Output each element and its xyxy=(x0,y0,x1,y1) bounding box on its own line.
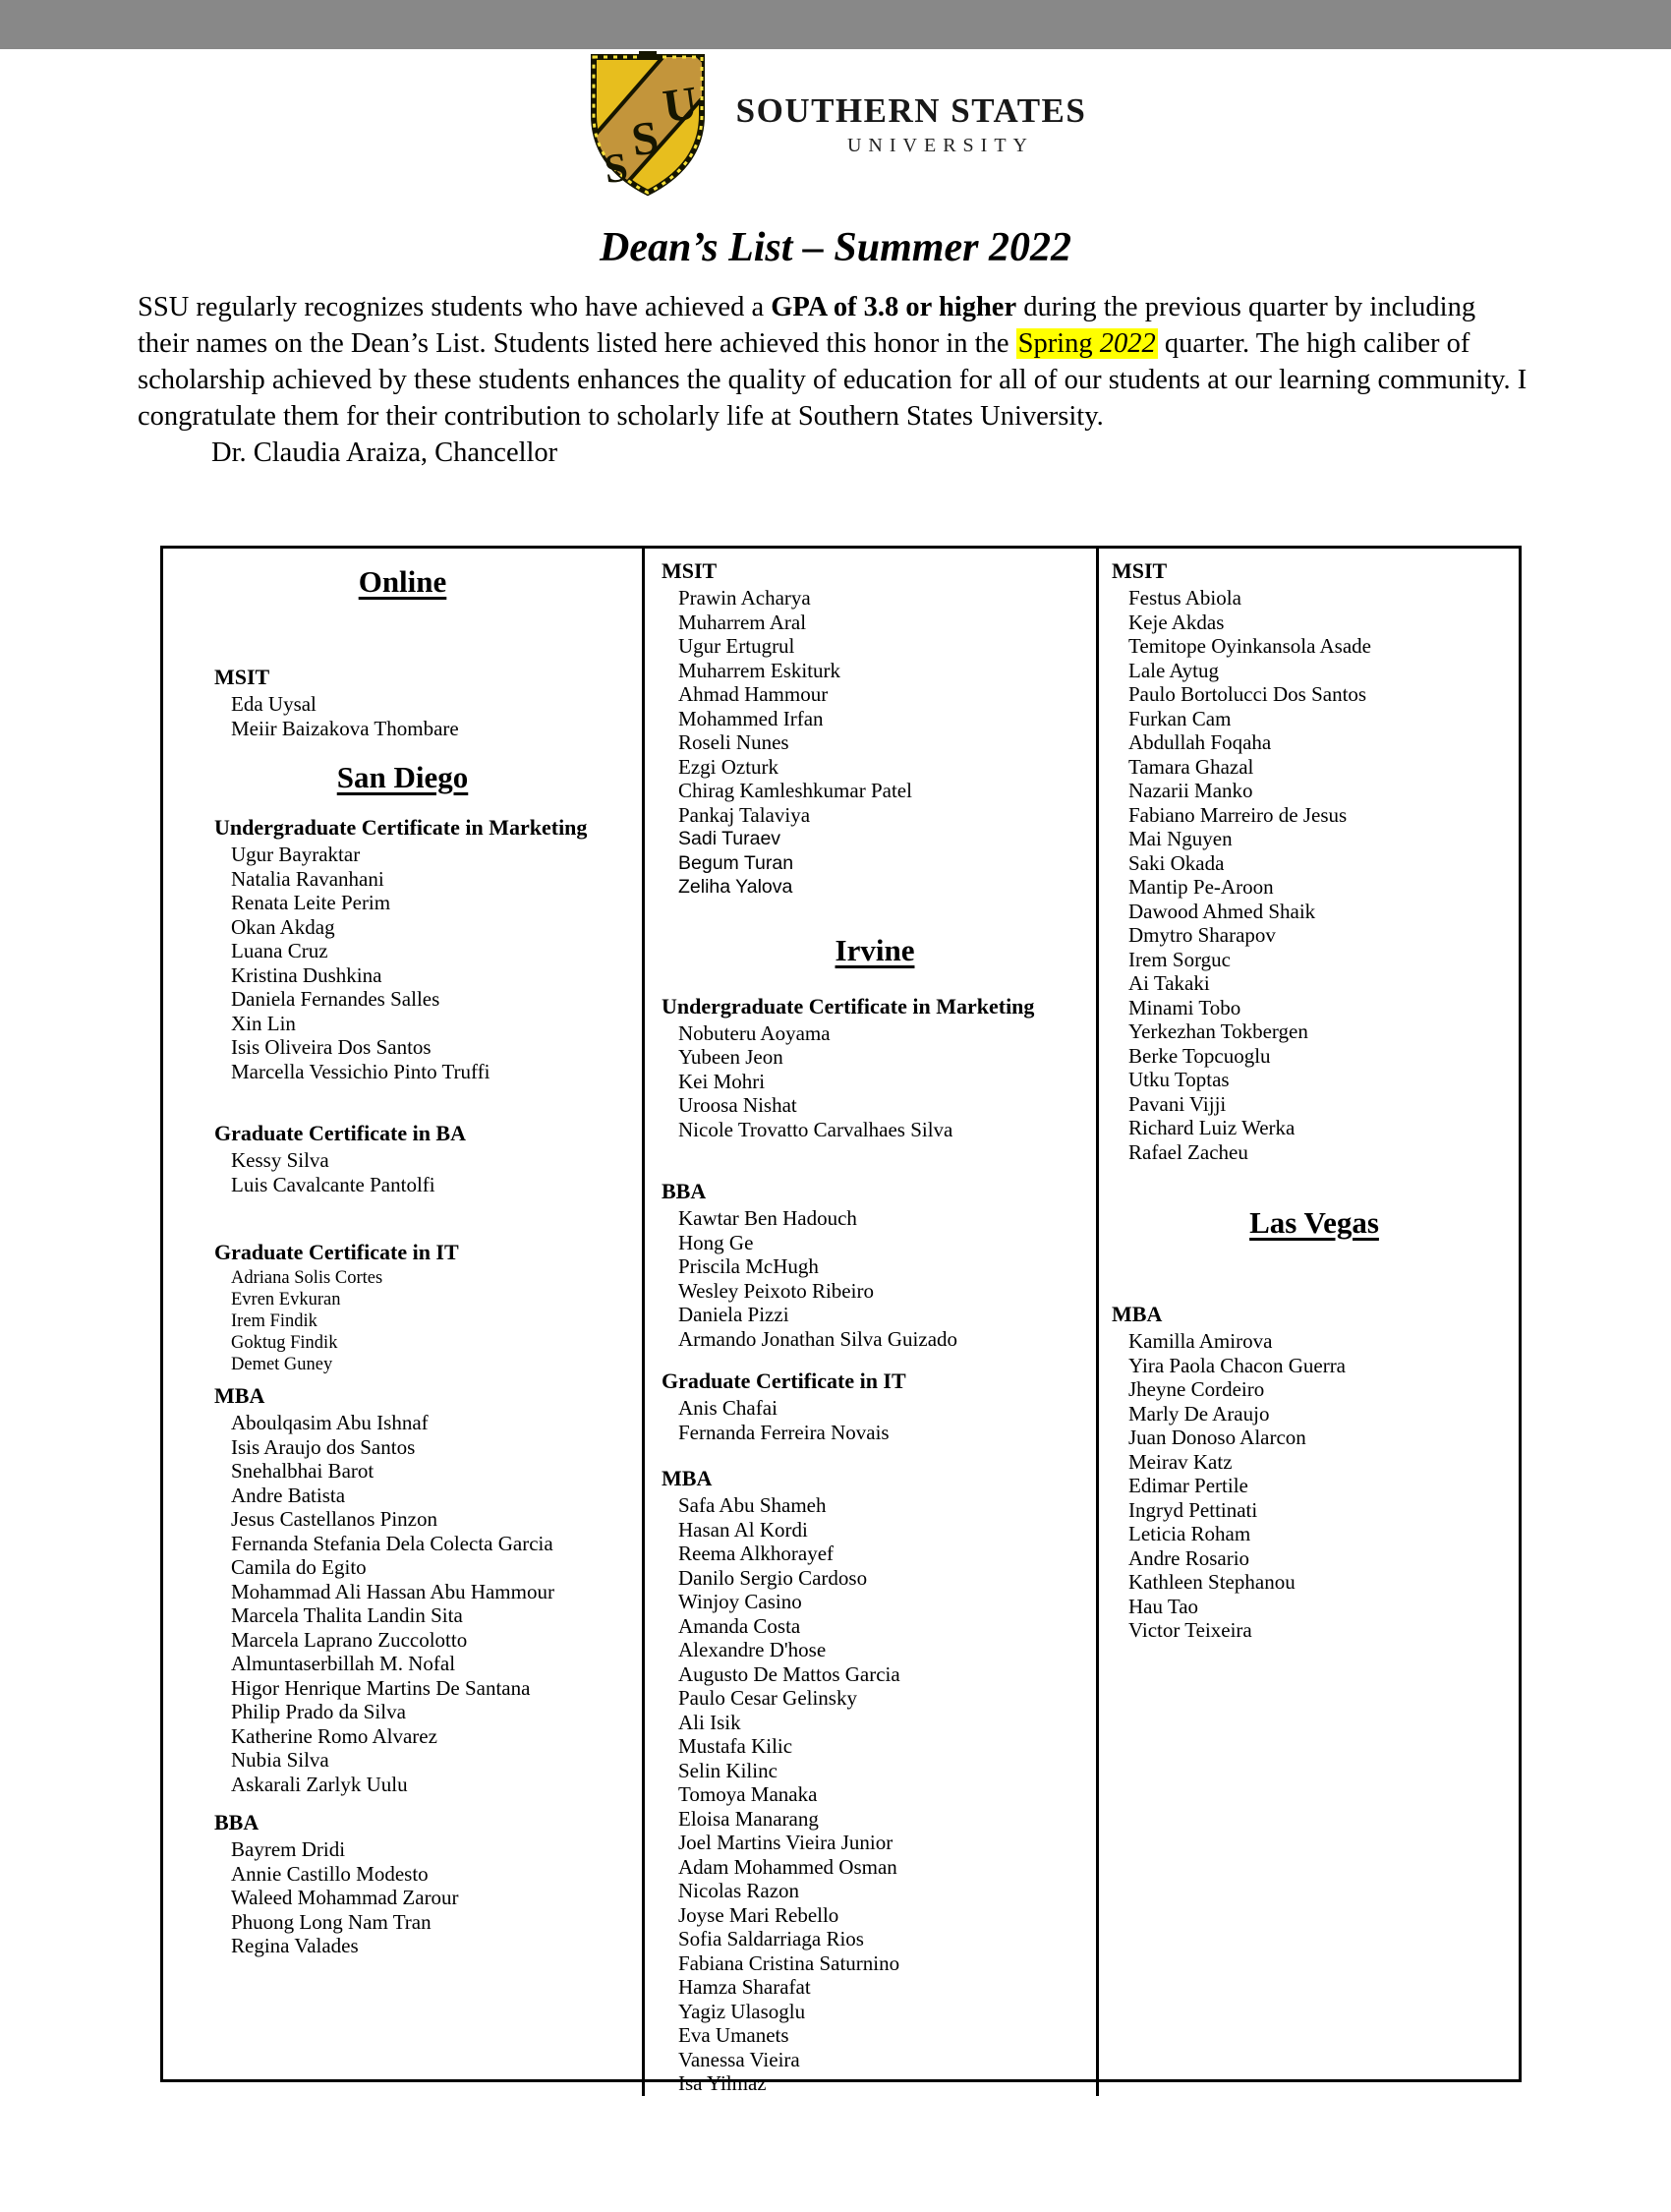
student-name: Nicolas Razon xyxy=(678,1879,800,1902)
student-name: Nobuteru Aoyama xyxy=(678,1020,831,1045)
student-name: Paulo Cesar Gelinsky xyxy=(678,1686,857,1710)
section-spacer xyxy=(662,1351,1088,1367)
student-name: Winjoy Casino xyxy=(678,1590,802,1613)
campus-heading: Irvine xyxy=(835,932,915,967)
student-name: Fernanda Stefania Dela Colecta Garcia xyxy=(231,1531,553,1555)
student-name: Ahmad Hammour xyxy=(678,682,829,706)
shield-letter-s1: S xyxy=(601,145,631,194)
section-spacer xyxy=(662,1444,1088,1464)
roster-column-online-sandiego xyxy=(163,549,642,2096)
university-wordmark xyxy=(736,91,1087,157)
campus-heading: San Diego xyxy=(336,760,469,794)
student-name: Camila do Egito xyxy=(231,1555,367,1579)
student-name: Selin Kilinc xyxy=(678,1758,778,1782)
student-name: Temitope Oyinkansola Asade xyxy=(1128,634,1371,658)
student-name: Jheyne Cordeiro xyxy=(1128,1377,1265,1401)
student-name: Waleed Mohammad Zarour xyxy=(231,1886,459,1909)
student-name: Anis Chafai xyxy=(678,1396,778,1420)
student-name: Hamza Sharafat xyxy=(678,1975,811,1999)
student-name: Okan Akdag xyxy=(231,914,335,939)
student-name: Kei Mohri xyxy=(678,1069,766,1093)
program-heading: MBA xyxy=(1112,1302,1163,1326)
student-name: Meiir Baizakova Thombare xyxy=(231,716,459,740)
student-name: Safa Abu Shameh xyxy=(678,1493,827,1517)
student-name: Dmytro Sharapov xyxy=(1128,923,1276,947)
roster-table xyxy=(160,546,1522,2095)
student-name: Jesus Castellanos Pinzon xyxy=(231,1507,437,1531)
student-name: Sofia Saldarriaga Rios xyxy=(678,1927,864,1950)
student-name-list xyxy=(214,1411,634,1796)
student-name: Adriana Solis Cortes xyxy=(231,1268,383,1288)
roster-column-irvine-lasvegas xyxy=(1096,549,1525,2096)
student-name: Chirag Kamleshkumar Patel xyxy=(678,779,912,802)
section-spacer xyxy=(214,740,634,752)
student-name: Abdullah Foqaha xyxy=(1128,730,1272,754)
student-name: Roseli Nunes xyxy=(678,730,789,754)
student-name: Renata Leite Perim xyxy=(231,891,391,914)
student-name: Kathleen Stephanou xyxy=(1128,1570,1296,1594)
student-name: Ezgi Ozturk xyxy=(678,754,779,779)
program-heading: BBA xyxy=(214,1810,259,1834)
org-subtitle: UNIVERSITY xyxy=(846,134,1034,156)
student-name: Nubia Silva xyxy=(231,1748,329,1772)
student-name: Hasan Al Kordi xyxy=(678,1517,808,1542)
student-name: Augusto De Mattos Garcia xyxy=(678,1661,900,1686)
campus-heading: Online xyxy=(358,564,447,599)
student-name: Zeliha Yalova xyxy=(678,876,793,898)
student-name: Ai Takaki xyxy=(1128,971,1210,995)
student-name: Mohammad Ali Hassan Abu Hammour xyxy=(231,1579,554,1603)
student-name: Isis Araujo dos Santos xyxy=(231,1434,416,1459)
student-name: Fernanda Ferreira Novais xyxy=(678,1420,890,1444)
student-name-list xyxy=(662,1493,1088,2096)
student-name: Eda Uysal xyxy=(231,692,317,716)
student-name: Victor Teixeira xyxy=(1128,1618,1252,1642)
student-name-list xyxy=(1112,586,1517,1164)
student-name: Keje Akdas xyxy=(1128,610,1225,634)
student-name: Yubeen Jeon xyxy=(678,1045,783,1069)
student-name-list xyxy=(214,1267,634,1375)
student-name: Festus Abiola xyxy=(1128,586,1241,610)
shield-letter-u: U xyxy=(659,77,701,134)
student-name: Meirav Katz xyxy=(1128,1449,1233,1474)
student-name: Sadi Turaev xyxy=(678,828,781,849)
student-name: Philip Prado da Silva xyxy=(231,1700,406,1723)
student-name: Luis Cavalcante Pantolfi xyxy=(231,1172,435,1196)
student-name: Evren Evkuran xyxy=(231,1290,341,1310)
student-name: Wesley Peixoto Ribeiro xyxy=(678,1278,874,1303)
section-spacer xyxy=(662,1141,1088,1177)
letterhead xyxy=(0,49,1671,199)
student-name: Marcella Vessichio Pinto Truffi xyxy=(231,1059,490,1083)
student-name: Armando Jonathan Silva Guizado xyxy=(678,1326,958,1351)
student-name: Richard Luiz Werka xyxy=(1128,1116,1296,1139)
student-name: Kristina Dushkina xyxy=(231,962,382,987)
student-name: Kawtar Ben Hadouch xyxy=(678,1206,857,1230)
student-name: Dawood Ahmed Shaik xyxy=(1128,899,1316,923)
student-name: Saki Okada xyxy=(1128,850,1225,875)
student-name: Danilo Sergio Cardoso xyxy=(678,1565,868,1590)
student-name: Higor Henrique Martins De Santana xyxy=(231,1675,531,1700)
campus-heading: Las Vegas xyxy=(1249,1205,1379,1240)
student-name: Yerkezhan Tokbergen xyxy=(1128,1019,1308,1043)
intro-seg3: during the previous quarter by including their names on the Dean’s List. Students listed here achieved this honor in the xyxy=(138,292,1476,359)
intro-seg1: SSU regularly recognizes students who have achieved a xyxy=(138,292,772,322)
student-name: Edimar Pertile xyxy=(1128,1474,1248,1497)
student-name: Aboulqasim Abu Ishnaf xyxy=(231,1411,429,1434)
student-name: Pankaj Talaviya xyxy=(678,802,811,827)
student-name: Bayrem Dridi xyxy=(231,1837,346,1861)
shield-letter-s2: S xyxy=(627,111,662,167)
section-spacer xyxy=(1112,1249,1517,1300)
student-name: Pavani Vijji xyxy=(1128,1091,1227,1116)
student-name: Marcela Thalita Landin Sita xyxy=(231,1603,463,1627)
student-name: Mustafa Kilic xyxy=(678,1734,793,1758)
student-name-list xyxy=(214,1148,634,1196)
student-name: Ingryd Pettinati xyxy=(1128,1497,1258,1522)
student-name: Annie Castillo Modesto xyxy=(231,1861,429,1886)
student-name: Berke Topcuoglu xyxy=(1128,1043,1271,1068)
student-name: Fabiana Cristina Saturnino xyxy=(678,1950,900,1975)
student-name: Kessy Silva xyxy=(231,1148,329,1172)
student-name-list xyxy=(214,843,634,1083)
student-name: Joel Martins Vieira Junior xyxy=(678,1831,893,1854)
student-name: Ugur Ertugrul xyxy=(678,634,795,658)
section-spacer xyxy=(214,1196,634,1238)
student-name: Nazarii Manko xyxy=(1128,779,1253,802)
student-name: Eloisa Manarang xyxy=(678,1806,819,1831)
student-name: Juan Donoso Alarcon xyxy=(1128,1426,1306,1449)
chancellor-signature: Dr. Claudia Araiza, Chancellor xyxy=(211,437,558,468)
student-name: Vanessa Vieira xyxy=(678,2047,800,2071)
student-name: Tomoya Manaka xyxy=(678,1782,818,1806)
highlight-year: 2022 xyxy=(1099,328,1156,359)
page-title: Dean’s List – Summer 2022 xyxy=(600,225,1071,270)
section-spacer xyxy=(1112,1164,1517,1197)
student-name: Adam Mohammed Osman xyxy=(678,1854,897,1879)
student-name: Isa Yilmaz xyxy=(678,2071,767,2095)
intro-paragraph xyxy=(138,289,1533,435)
student-name: Hong Ge xyxy=(678,1230,754,1254)
student-name: Alexandre D'hose xyxy=(678,1638,827,1661)
student-name: Fabiano Marreiro de Jesus xyxy=(1128,802,1348,827)
program-heading: MBA xyxy=(214,1383,265,1408)
student-name: Mohammed Irfan xyxy=(678,706,824,730)
student-name: Askarali Zarlyk Uulu xyxy=(231,1772,408,1796)
student-name: Marcela Laprano Zuccolotto xyxy=(231,1627,468,1652)
student-name: Ugur Bayraktar xyxy=(231,843,361,866)
roster-column-sandiego-irvine xyxy=(642,549,1096,2096)
student-name: Daniela Pizzi xyxy=(678,1303,789,1326)
student-name: Reema Alkhorayef xyxy=(678,1542,835,1565)
student-name-list xyxy=(662,1021,1088,1142)
student-name-list xyxy=(662,1396,1088,1444)
student-name: Yagiz Ulasoglu xyxy=(678,1999,806,2023)
student-name: Paulo Bortolucci Dos Santos xyxy=(1128,682,1367,706)
highlight-spring: Spring xyxy=(1017,328,1100,359)
program-heading: BBA xyxy=(662,1179,707,1203)
program-heading: Undergraduate Certificate in Marketing xyxy=(662,993,1035,1019)
student-name: Mantip Pe-Aroon xyxy=(1128,875,1274,899)
program-heading: Graduate Certificate in BA xyxy=(214,1121,466,1145)
student-name: Demet Guney xyxy=(231,1355,333,1374)
student-name: Kamilla Amirova xyxy=(1128,1329,1273,1353)
student-name-list xyxy=(214,1837,634,1958)
student-name: Joyse Mari Rebello xyxy=(678,1902,839,1927)
student-name: Begum Turan xyxy=(678,851,794,874)
student-name: Xin Lin xyxy=(231,1011,296,1035)
student-name: Phuong Long Nam Tran xyxy=(231,1909,432,1934)
student-name: Isis Oliveira Dos Santos xyxy=(231,1035,432,1059)
student-name: Muharrem Eskiturk xyxy=(678,658,841,682)
highlighted-quarter xyxy=(1016,328,1158,359)
student-name: Eva Umanets xyxy=(678,2023,789,2047)
student-name: Irem Sorguc xyxy=(1128,947,1232,971)
student-name: Snehalbhai Barot xyxy=(231,1459,375,1483)
student-name: Tamara Ghazal xyxy=(1128,754,1254,779)
intro-gpa-bold: GPA of 3.8 or higher xyxy=(771,292,1017,322)
student-name: Hau Tao xyxy=(1128,1594,1199,1618)
student-name: Leticia Roham xyxy=(1128,1522,1251,1545)
student-name: Daniela Fernandes Salles xyxy=(231,987,440,1011)
student-name: Muharrem Aral xyxy=(678,610,807,634)
student-name: Katherine Romo Alvarez xyxy=(231,1723,437,1748)
student-name: Prawin Acharya xyxy=(678,586,811,610)
student-name: Marly De Araujo xyxy=(1128,1401,1270,1426)
student-name: Natalia Ravanhani xyxy=(231,866,384,891)
program-heading: Graduate Certificate in IT xyxy=(214,1240,459,1264)
section-spacer xyxy=(214,1083,634,1119)
student-name: Ali Isik xyxy=(678,1710,741,1734)
student-name: Nicole Trovatto Carvalhaes Silva xyxy=(678,1117,953,1141)
program-heading: MSIT xyxy=(1112,558,1168,583)
section-spacer xyxy=(662,900,1088,925)
ssu-shield-logo xyxy=(585,50,711,198)
student-name: Irem Findik xyxy=(231,1311,317,1331)
student-name-list xyxy=(662,1206,1088,1351)
student-name: Regina Valades xyxy=(231,1934,359,1957)
student-name: Furkan Cam xyxy=(1128,706,1232,730)
student-name: Priscila McHugh xyxy=(678,1254,819,1278)
program-heading: MBA xyxy=(662,1466,713,1490)
org-name: SOUTHERN STATES xyxy=(735,90,1087,130)
program-heading: Graduate Certificate in IT xyxy=(662,1368,906,1393)
student-name-list xyxy=(1112,1329,1517,1643)
student-name: Rafael Zacheu xyxy=(1128,1139,1248,1164)
student-name: Yira Paola Chacon Guerra xyxy=(1128,1353,1347,1377)
section-spacer xyxy=(214,1796,634,1808)
student-name-list xyxy=(662,827,1088,900)
student-name-list xyxy=(214,692,634,740)
student-name: Lale Aytug xyxy=(1128,658,1219,682)
student-name: Goktug Findik xyxy=(231,1333,338,1353)
intro-seg6: quarter. The high caliber of scholarship achieved by these students enhances the quality of education for all of our students at our learning community. I congratulate them for their contribution to scholarly life at Southern States University. xyxy=(138,328,1527,432)
student-name: Minami Tobo xyxy=(1128,995,1241,1019)
program-heading: MSIT xyxy=(662,558,718,583)
program-heading: MSIT xyxy=(214,665,270,689)
section-spacer xyxy=(214,803,634,813)
document-page xyxy=(0,49,1671,2212)
student-name: Andre Rosario xyxy=(1128,1545,1250,1570)
student-name: Almuntaserbillah M. Nofal xyxy=(231,1652,456,1675)
program-heading: Undergraduate Certificate in Marketing xyxy=(214,815,588,840)
student-name: Luana Cruz xyxy=(231,939,328,962)
student-name: Utku Toptas xyxy=(1128,1068,1230,1091)
section-spacer xyxy=(662,976,1088,992)
section-spacer xyxy=(214,608,634,663)
student-name: Uroosa Nishat xyxy=(678,1093,797,1117)
student-name: Mai Nguyen xyxy=(1128,827,1233,850)
student-name: Andre Batista xyxy=(231,1483,346,1507)
student-name: Amanda Costa xyxy=(678,1613,801,1638)
student-name-list xyxy=(662,586,1088,827)
